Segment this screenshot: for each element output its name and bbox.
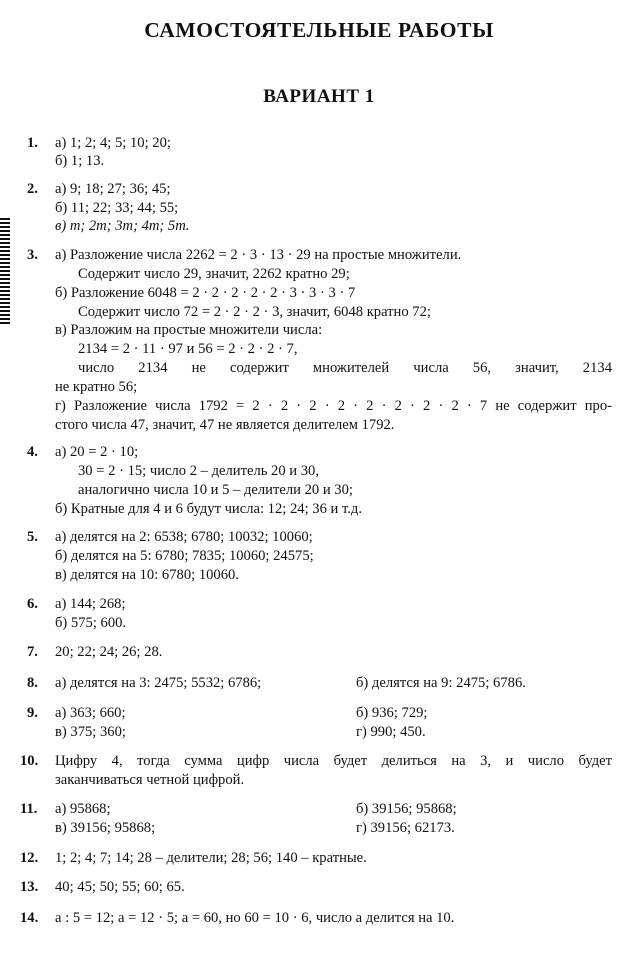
problem-number-5: 5. bbox=[27, 529, 38, 545]
problem-9-part-c: в) 375; 360; bbox=[55, 724, 126, 740]
problem-6-part-a: а) 144; 268; bbox=[55, 596, 126, 612]
problem-10-answer: Цифру 4, тогда сумма цифр числа будет делиться на 3, и число будет bbox=[55, 753, 612, 769]
problem-number-10: 10. bbox=[20, 753, 39, 769]
problem-number-13: 13. bbox=[20, 879, 39, 895]
problem-number-3: 3. bbox=[27, 247, 38, 263]
problem-11-part-d: г) 39156; 62173. bbox=[356, 820, 455, 836]
problem-number-1: 1. bbox=[27, 135, 38, 151]
problem-3-part-a: а) Разложение числа 2262 = 2 · 3 · 13 · 29 на простые множители. bbox=[55, 247, 462, 263]
problem-4-part-a-cont: 30 = 2 · 15; число 2 – делитель 20 и 30, bbox=[78, 463, 319, 479]
problem-number-7: 7. bbox=[27, 644, 38, 660]
problem-number-2: 2. bbox=[27, 181, 38, 197]
problem-number-9: 9. bbox=[27, 705, 38, 721]
problem-3-part-d-cont: стого числа 47, значит, 47 не является делителем 1792. bbox=[55, 417, 395, 433]
problem-5-part-c: в) делятся на 10: 6780; 10060. bbox=[55, 567, 239, 583]
problem-9-part-a: а) 363; 660; bbox=[55, 705, 126, 721]
barcode-strip bbox=[0, 218, 10, 326]
problem-number-4: 4. bbox=[27, 444, 38, 460]
problem-13-answer: 40; 45; 50; 55; 60; 65. bbox=[55, 879, 185, 895]
problem-3-part-d: г) Разложение числа 1792 = 2 · 2 · 2 · 2 · 2 · 2 · 2 · 2 · 7 не содержит про- bbox=[55, 398, 612, 414]
problem-2-part-a: а) 9; 18; 27; 36; 45; bbox=[55, 181, 171, 197]
problem-11-part-b: б) 39156; 95868; bbox=[356, 801, 457, 817]
problem-number-14: 14. bbox=[20, 910, 39, 926]
problem-1-part-b: б) 1; 13. bbox=[55, 153, 105, 169]
problem-3-part-b-cont: Содержит число 72 = 2 · 2 · 2 · 3, значит, 6048 кратно 72; bbox=[78, 304, 431, 320]
problem-9-part-d: г) 990; 450. bbox=[356, 724, 426, 740]
page-title: САМОСТОЯТЕЛЬНЫЕ РАБОТЫ bbox=[144, 18, 494, 42]
problem-8-part-b: б) делятся на 9: 2475; 6786. bbox=[356, 675, 526, 691]
problem-3-part-c-cont2: число 2134 не содержит множителей числа 56, значит, 2134 bbox=[78, 360, 612, 376]
problem-2-part-b: б) 11; 22; 33; 44; 55; bbox=[55, 200, 179, 216]
problem-number-8: 8. bbox=[27, 675, 38, 691]
problem-5-part-b: б) делятся на 5: 6780; 7835; 10060; 24575; bbox=[55, 548, 314, 564]
problem-3-part-c-cont: 2134 = 2 · 11 · 97 и 56 = 2 · 2 · 2 · 7, bbox=[78, 341, 298, 357]
variant-title: ВАРИАНТ 1 bbox=[263, 86, 375, 107]
problem-4-part-a-cont2: аналогично числа 10 и 5 – делители 20 и 30; bbox=[78, 482, 353, 498]
problem-11-part-a: а) 95868; bbox=[55, 801, 111, 817]
problem-4-part-a: а) 20 = 2 · 10; bbox=[55, 444, 139, 460]
problem-8-part-a: а) делятся на 3: 2475; 5532; 6786; bbox=[55, 675, 262, 691]
problem-5-part-a: а) делятся на 2: 6538; 6780; 10032; 10060; bbox=[55, 529, 313, 545]
problem-11-part-c: в) 39156; 95868; bbox=[55, 820, 156, 836]
problem-12-answer: 1; 2; 4; 7; 14; 28 – делители; 28; 56; 140 – кратные. bbox=[55, 850, 367, 866]
problem-14-answer: a : 5 = 12; a = 12 · 5; a = 60, но 60 = 10 · 6, число a делится на 10. bbox=[55, 910, 455, 926]
problem-9-part-b: б) 936; 729; bbox=[356, 705, 428, 721]
problem-number-11: 11. bbox=[20, 801, 38, 817]
problem-4-part-b: б) Кратные для 4 и 6 будут числа: 12; 24; 36 и т.д. bbox=[55, 501, 362, 517]
problem-7-answer: 20; 22; 24; 26; 28. bbox=[55, 644, 163, 660]
problem-3-part-a-cont: Содержит число 29, значит, 2262 кратно 29; bbox=[78, 266, 350, 282]
problem-6-part-b: б) 575; 600. bbox=[55, 615, 127, 631]
problem-3-part-c-cont3: не кратно 56; bbox=[55, 379, 138, 395]
problem-3-part-b: б) Разложение 6048 = 2 · 2 · 2 · 2 · 2 · 3 · 3 · 3 · 7 bbox=[55, 285, 356, 301]
problem-3-part-c: в) Разложим на простые множители числа: bbox=[55, 322, 323, 338]
problem-1-part-a: а) 1; 2; 4; 5; 10; 20; bbox=[55, 135, 171, 151]
problem-number-12: 12. bbox=[20, 850, 39, 866]
problem-10-answer-cont: заканчиваться четной цифрой. bbox=[55, 772, 245, 788]
problem-number-6: 6. bbox=[27, 596, 38, 612]
problem-2-part-c: в) m; 2m; 3m; 4m; 5m. bbox=[55, 218, 190, 234]
